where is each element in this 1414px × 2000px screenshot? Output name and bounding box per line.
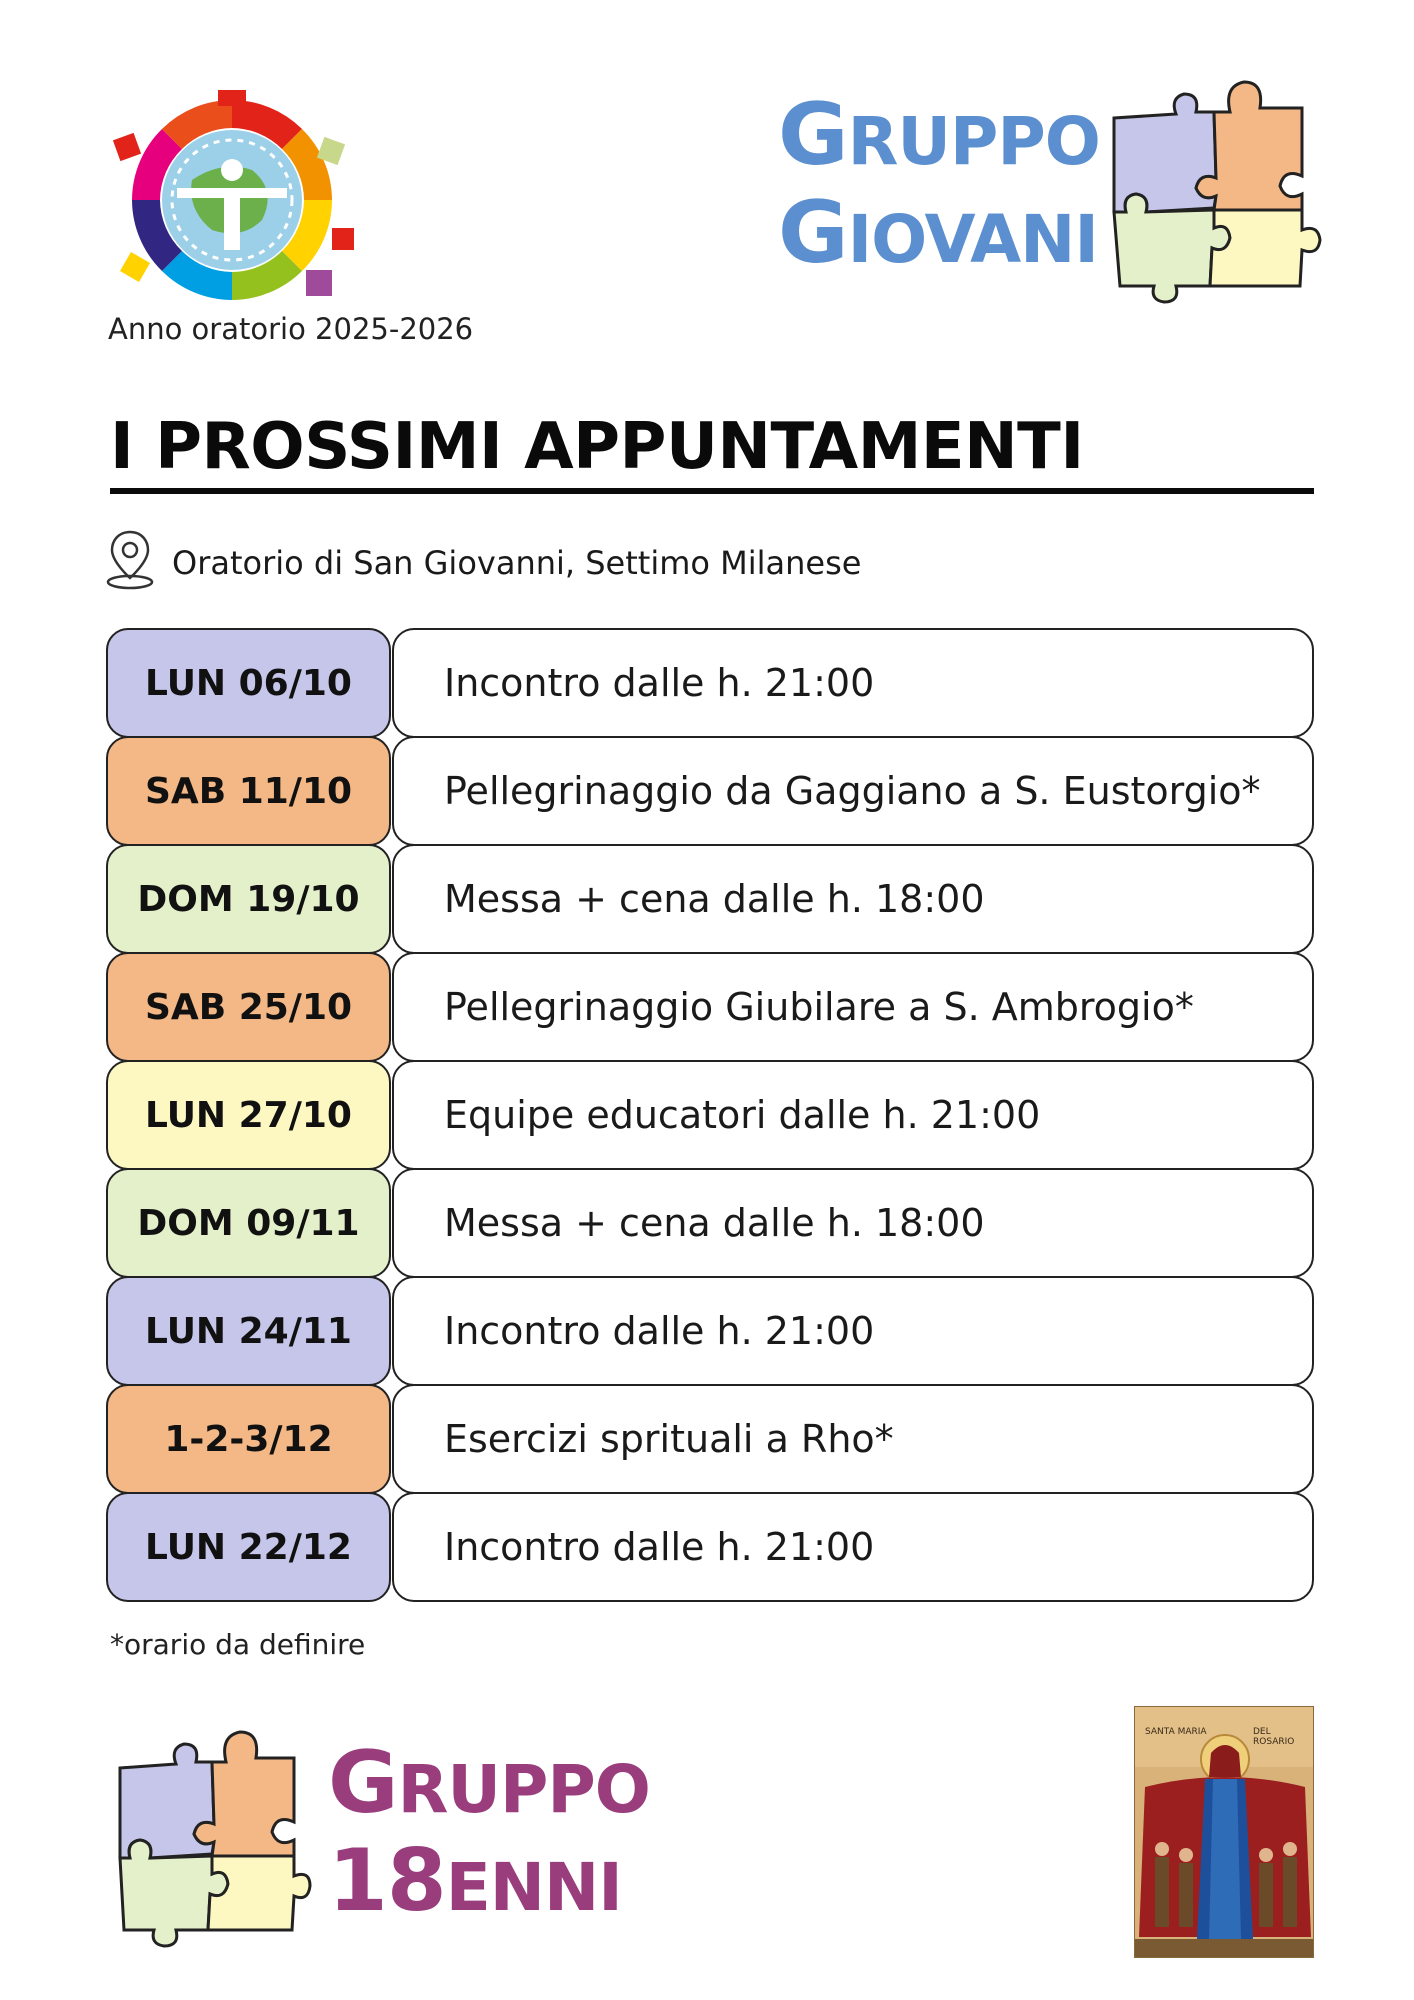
schedule-row xyxy=(106,1492,1314,1600)
schedule-row xyxy=(106,628,1314,736)
map-pin-icon xyxy=(104,528,156,590)
schedule-event: Incontro dalle h. 21:00 xyxy=(392,1276,1314,1386)
page-title: I PROSSIMI APPUNTAMENTI xyxy=(110,410,1084,484)
brand-giovani-line: GIOVANI xyxy=(778,183,1098,283)
anno-oratorio-label: Anno oratorio 2025-2026 xyxy=(108,312,474,346)
schedule-date: LUN 06/10 xyxy=(106,628,391,738)
schedule-event: Equipe educatori dalle h. 21:00 xyxy=(392,1060,1314,1170)
schedule-table xyxy=(106,628,1314,1600)
icon-caption-left: SANTA MARIA xyxy=(1145,1727,1207,1737)
schedule-event: Incontro dalle h. 21:00 xyxy=(392,628,1314,738)
schedule-date: 1-2-3/12 xyxy=(106,1384,391,1494)
schedule-row xyxy=(106,1384,1314,1492)
schedule-date: SAB 11/10 xyxy=(106,736,391,846)
madonna-icon-image xyxy=(1134,1706,1314,1958)
puzzle-logo-icon xyxy=(1106,68,1324,308)
schedule-date: DOM 19/10 xyxy=(106,844,391,954)
brand-gruppo-line: GRUPPO xyxy=(328,1733,650,1833)
brand-gruppo-line: GRUPPO xyxy=(778,85,1100,185)
schedule-date: LUN 22/12 xyxy=(106,1492,391,1602)
schedule-event: Messa + cena dalle h. 18:00 xyxy=(392,844,1314,954)
title-divider xyxy=(110,488,1314,494)
schedule-row xyxy=(106,1060,1314,1168)
schedule-event: Incontro dalle h. 21:00 xyxy=(392,1492,1314,1602)
schedule-event: Pellegrinaggio Giubilare a S. Ambrogio* xyxy=(392,952,1314,1062)
location-text: Oratorio di San Giovanni, Settimo Milanese xyxy=(172,544,862,582)
footnote: *orario da definire xyxy=(110,1628,366,1661)
schedule-event: Messa + cena dalle h. 18:00 xyxy=(392,1168,1314,1278)
schedule-row xyxy=(106,844,1314,952)
schedule-date: SAB 25/10 xyxy=(106,952,391,1062)
schedule-event: Esercizi sprituali a Rho* xyxy=(392,1384,1314,1494)
icon-caption-right: DEL ROSARIO xyxy=(1253,1727,1295,1747)
oratorio-logo xyxy=(110,88,360,308)
schedule-row xyxy=(106,952,1314,1060)
schedule-date: DOM 09/11 xyxy=(106,1168,391,1278)
puzzle-logo-icon xyxy=(112,1718,312,1948)
schedule-row xyxy=(106,1276,1314,1384)
schedule-row xyxy=(106,1168,1314,1276)
schedule-date: LUN 24/11 xyxy=(106,1276,391,1386)
schedule-row xyxy=(106,736,1314,844)
schedule-date: LUN 27/10 xyxy=(106,1060,391,1170)
schedule-event: Pellegrinaggio da Gaggiano a S. Eustorgio* xyxy=(392,736,1314,846)
brand-18enni-line: 18ENNI xyxy=(328,1831,622,1931)
